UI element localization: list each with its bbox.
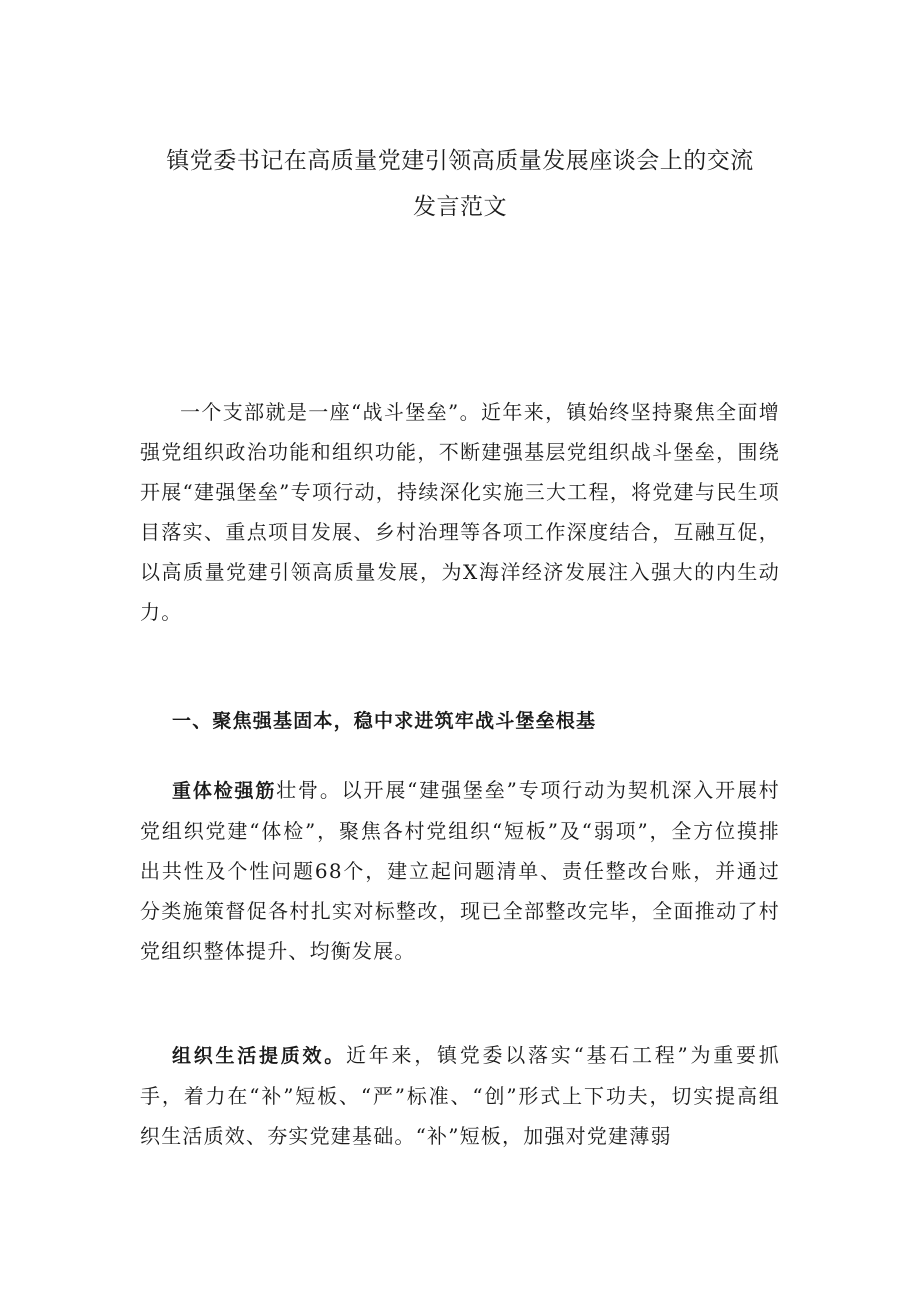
paragraph-organization-life — [140, 1035, 780, 1156]
title-line-2: 发言范文 — [413, 194, 507, 220]
document-title — [120, 138, 800, 230]
paragraph-body-organization-life: 近年来，镇党委以落实“基石工程”为重要抓手，着力在“补”短板、“严”标准、“创”形式上下功夫，切实提高组织生活质效、夯实党建基础。“补”短板，加强对党建薄弱 — [140, 1043, 780, 1148]
paragraph-body-physical-check: 壮骨。以开展“建强堡垒”专项行动为契机深入开展村党组织党建“体检”，聚焦各村党组织“短板”及“弱项”，全方位摸排出共性及个性问题68个，建立起问题清单、责任整改台账，并通过分类施策督促各村扎实对标整改，现已全部整改完毕，全面推动了村党组织整体提升、均衡发展。 — [140, 778, 780, 963]
title-line-1: 镇党委书记在高质量党建引领高质量发展座谈会上的交流 — [166, 148, 754, 174]
intro-paragraph: 一个支部就是一座“战斗堡垒”。近年来，镇始终坚持聚焦全面增强党组织政治功能和组织功能，不断建强基层党组织战斗堡垒，围绕开展“建强堡垒”专项行动，持续深化实施三大工程，将党建与民生项目落实、重点项目发展、乡村治理等各项工作深度结合，互融互促，以高质量党建引领高质量发展，为X海洋经济发展注入强大的内生动力。 — [140, 400, 780, 624]
paragraph-lead-physical-check: 重体检强筋 — [172, 780, 277, 802]
paragraph-lead-organization-life: 组织生活提质效。 — [172, 1045, 347, 1067]
paragraph-physical-check — [140, 770, 780, 971]
section-1-heading: 一、聚焦强基固本，稳中求进筑牢战斗堡垒根基 — [172, 710, 597, 732]
